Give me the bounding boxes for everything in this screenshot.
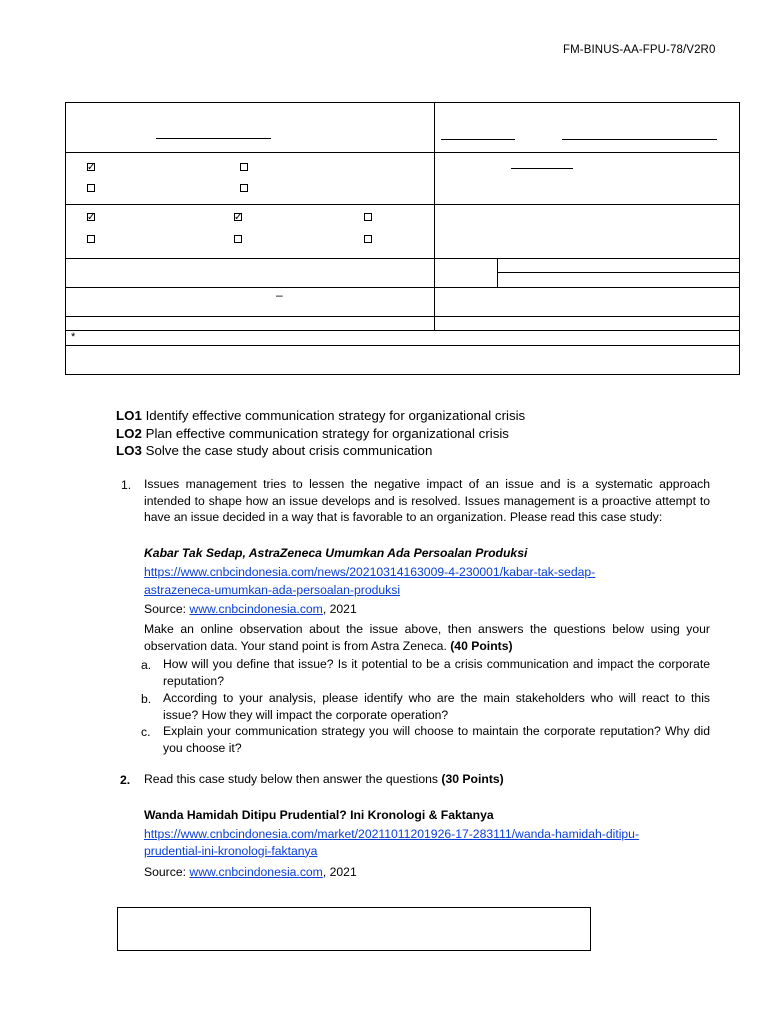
question-2-link[interactable]: [144, 826, 639, 859]
field-underline: [511, 168, 573, 169]
checkbox[interactable]: [364, 213, 372, 221]
question-1-number: 1.: [121, 478, 132, 492]
field-underline: [156, 138, 271, 139]
question-1-case-title: Kabar Tak Sedap, AstraZeneca Umumkan Ada Persoalan Produksi: [144, 546, 528, 560]
learning-outcome-3: LO3 Solve the case study about crisis communication: [116, 443, 433, 458]
field-underline: [441, 139, 515, 140]
checkbox-checked[interactable]: [87, 213, 95, 221]
checkbox[interactable]: [364, 235, 372, 243]
dash-mark: –: [276, 288, 283, 302]
question-1-link[interactable]: [144, 564, 595, 600]
question-2-case-title: Wanda Hamidah Ditipu Prudential? Ini Kronologi & Faktanya: [144, 808, 494, 822]
case-link-line-1[interactable]: https://www.cnbcindonesia.com/news/20210314163009-4-230001/kabar-tak-sedap-: [144, 565, 596, 579]
checkbox[interactable]: [240, 163, 248, 171]
field-underline: [562, 139, 717, 140]
case-2-link-line-2[interactable]: prudential-ini-kronologi-faktanya: [144, 843, 318, 858]
source-2-link[interactable]: www.cnbcindonesia.com: [189, 865, 323, 879]
question-2-intro: Read this case study below then answer the questions (30 Points): [144, 772, 504, 786]
learning-outcome-2: LO2 Plan effective communication strategy for organizational crisis: [116, 426, 509, 441]
source-link[interactable]: www.cnbcindonesia.com: [189, 602, 323, 616]
checkbox[interactable]: [87, 184, 95, 192]
subquestion-c-letter: c.: [141, 725, 151, 739]
checkbox-checked[interactable]: [234, 213, 242, 221]
subquestion-b-letter: b.: [141, 692, 152, 706]
checkbox[interactable]: [240, 184, 248, 192]
checkbox-checked[interactable]: [87, 163, 95, 171]
checkbox[interactable]: [87, 235, 95, 243]
case-2-link-line-1[interactable]: https://www.cnbcindonesia.com/market/20211011201926-17-283111/wanda-hamidah-ditipu-: [144, 827, 640, 841]
form-code: FM-BINUS-AA-FPU-78/V2R0: [563, 44, 716, 56]
subquestion-b: According to your analysis, please identify who are the main stakeholders who will react to this issue? How they will impact the corporate operation?: [163, 691, 710, 722]
question-1-intro: Issues management tries to lessen the negative impact of an issue and is a systematic approach intended to shape how an issue develops and is resolved. Issues management is a proactive attempt to have an issue decided in a way that is favorable to an organization. Please read this case study:: [144, 477, 710, 524]
subquestion-c: Explain your communication strategy you will choose to maintain the corporate reputation? Why did you choose it?: [163, 724, 710, 755]
asterisk-mark: *: [71, 331, 76, 343]
question-1-source: Source: www.cnbcindonesia.com, 2021: [144, 602, 357, 616]
learning-outcome-1: LO1 Identify effective communication strategy for organizational crisis: [116, 408, 526, 423]
signature-box: [117, 907, 591, 951]
question-1-instruction: Make an online observation about the issue above, then answers the questions below using your observation data. Your stand point is from Astra Zeneca. (40 Points): [144, 622, 710, 653]
checkbox[interactable]: [234, 235, 242, 243]
subquestion-a-letter: a.: [141, 658, 152, 672]
question-2-number: 2.: [120, 773, 131, 787]
subquestion-a: How will you define that issue? Is it potential to be a crisis communication and impact the corporate reputation?: [163, 657, 710, 688]
case-link-line-2[interactable]: astrazeneca-umumkan-ada-persoalan-produksi: [144, 582, 401, 597]
question-2-source: Source: www.cnbcindonesia.com, 2021: [144, 865, 357, 879]
